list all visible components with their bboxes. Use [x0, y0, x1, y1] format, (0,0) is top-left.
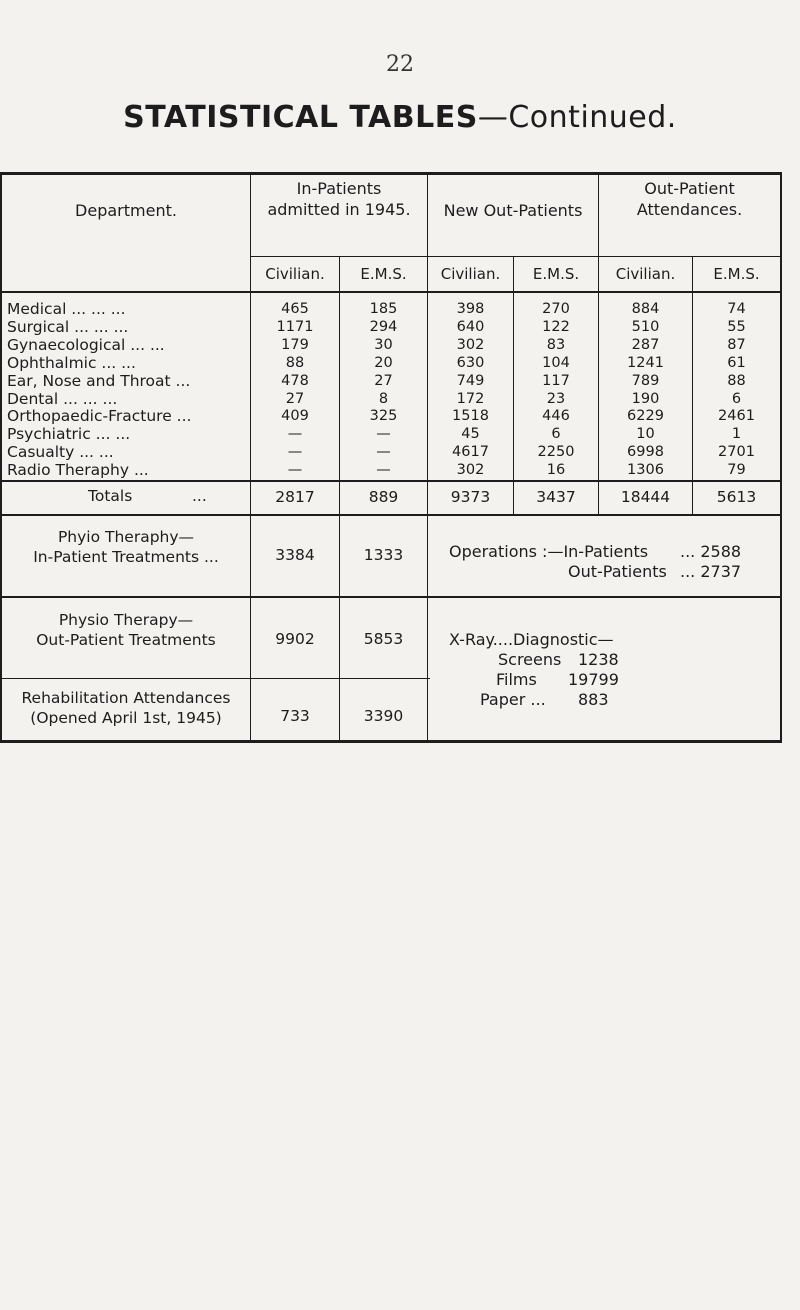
table-cell: 409	[281, 408, 309, 425]
table-cell: 88	[285, 354, 305, 371]
table-cell: 185	[369, 301, 398, 317]
table-cell: 4617	[452, 444, 489, 461]
table-cell: 27	[285, 390, 305, 407]
table-cell: 23	[546, 390, 566, 407]
table-cell: 398	[456, 301, 485, 317]
table-cell: 61	[727, 354, 746, 371]
table-cell: 1241	[627, 354, 664, 371]
table-cell: —	[287, 444, 303, 461]
header-department: Department.	[75, 201, 177, 220]
table-cell: 302	[456, 336, 485, 353]
physio-ems: 5853	[363, 630, 404, 648]
header-inpatients-line2: admitted in 1945.	[267, 200, 411, 219]
table-cell: 55	[727, 318, 746, 335]
rehab-ems: 3390	[363, 707, 404, 725]
rule-totals-top	[0, 480, 782, 482]
phyio-label-line1: Phyio Theraphy—	[57, 528, 195, 546]
table-cell: 446	[542, 408, 570, 425]
totals-cell: 889	[368, 488, 399, 506]
physio-label-line1: Physio Therapy—	[58, 611, 194, 629]
table-cell: 87	[727, 336, 746, 353]
table-cell: 117	[542, 372, 570, 389]
row-label: Dental ... ... ...	[7, 389, 118, 408]
row-label: Ophthalmic ... ...	[7, 353, 136, 372]
rule-header-bottom	[0, 291, 782, 293]
table-cell: 287	[631, 336, 660, 353]
table-cell: 74	[727, 301, 746, 317]
table-cell: —	[376, 426, 391, 443]
table-cell: 122	[542, 318, 570, 335]
operations-outpatients-value: ... 2737	[680, 562, 742, 581]
rule-left	[0, 172, 2, 743]
table-cell: 1	[731, 426, 742, 443]
table-cell: 510	[631, 318, 660, 335]
rule-subheader	[250, 256, 782, 257]
totals-cell: 2817	[275, 488, 315, 506]
subheader-ems: E.M.S.	[360, 265, 407, 283]
paper-label: Paper ...	[480, 690, 546, 709]
operations-inpatients-value: ... 2588	[680, 542, 742, 561]
totals-cell: 18444	[620, 488, 671, 506]
table-cell: 88	[727, 372, 746, 389]
rule-top	[0, 172, 782, 175]
table-cell: 270	[542, 301, 570, 317]
phyio-label-line2: In-Patient Treatments ...	[33, 548, 219, 566]
header-new-outpatients: New Out-Patients	[443, 201, 583, 220]
table-cell: 325	[369, 408, 398, 425]
table-cell: 640	[456, 318, 485, 335]
header-outpatient-attendances	[599, 178, 780, 220]
totals-cell: 3437	[536, 488, 576, 506]
subheader-civilian: Civilian.	[615, 265, 676, 283]
subheader-civilian: Civilian.	[440, 265, 501, 283]
header-inpatients-line1: In-Patients	[296, 179, 382, 198]
rule-phyio-bottom	[0, 596, 782, 598]
table-cell: —	[287, 426, 303, 443]
title-main: STATISTICAL TABLES	[123, 100, 478, 135]
table-cell: 179	[281, 336, 309, 353]
rehab-label-line1: Rehabilitation Attendances	[21, 689, 231, 707]
table-cell: 1171	[276, 318, 314, 335]
row-label: Medical ... ... ...	[7, 300, 126, 318]
row-label: Ear, Nose and Throat ...	[7, 371, 191, 390]
subheader-civilian: Civilian.	[265, 265, 325, 283]
table-cell: 172	[456, 390, 485, 407]
phyio-ems: 1333	[363, 546, 404, 564]
totals-label: Totals	[88, 487, 133, 505]
table-cell: 20	[374, 354, 393, 371]
table-cell: 630	[456, 354, 485, 371]
row-label: Casualty ... ...	[7, 443, 114, 462]
table-cell: —	[376, 462, 391, 479]
row-label: Orthopaedic-Fracture ...	[7, 407, 192, 426]
table-cell: 749	[456, 372, 485, 389]
table-cell: 10	[636, 426, 655, 443]
subheader-ems: E.M.S.	[713, 265, 760, 283]
rule-physio-bottom	[0, 678, 430, 679]
table-cell: 79	[727, 462, 746, 479]
subheader-ems: E.M.S.	[532, 265, 580, 283]
table-cell: 1306	[627, 462, 664, 479]
rehab-label	[2, 688, 250, 728]
row-label: Psychiatric ... ...	[7, 425, 131, 444]
table-cell: 2461	[718, 408, 755, 425]
films-value: 19799	[568, 670, 619, 689]
table-cell: 30	[374, 336, 393, 353]
xray-label: X-Ray....Diagnostic—	[449, 630, 614, 649]
screens-value: 1238	[578, 650, 619, 669]
paper-value: 883	[578, 690, 609, 709]
table-cell: 16	[546, 462, 566, 479]
table-cell: 884	[631, 301, 660, 317]
table-cell: 478	[281, 372, 309, 389]
table-cell: 104	[542, 354, 570, 371]
phyio-civilian: 3384	[275, 546, 315, 564]
table-cell: 6998	[627, 444, 664, 461]
table-cell: 6229	[627, 408, 664, 425]
table-cell: 45	[461, 426, 480, 443]
films-label: Films	[496, 670, 537, 689]
screens-label: Screens	[498, 650, 562, 669]
operations-outpatients-label: Out-Patients	[568, 562, 667, 581]
phyio-label	[2, 527, 250, 567]
page-number: 22	[386, 52, 414, 77]
row-label: Radio Theraphy ...	[7, 461, 149, 480]
table-cell: 294	[369, 318, 398, 335]
physio-civilian: 9902	[275, 630, 315, 648]
rehab-civilian: 733	[280, 707, 310, 725]
totals-cell: 9373	[450, 488, 491, 506]
rehab-label-line2: (Opened April 1st, 1945)	[30, 709, 222, 727]
table-cell: 789	[631, 372, 660, 389]
title-continued: —Continued.	[477, 100, 677, 135]
table-cell: 1518	[452, 408, 489, 425]
table-cell: 27	[374, 372, 393, 389]
table-cell: 8	[378, 390, 389, 407]
header-out-line1: Out-Patient	[644, 179, 735, 198]
totals-cell: 5613	[716, 488, 757, 506]
operations-inpatients-label: Operations :—In-Patients	[449, 542, 649, 561]
table-cell: 302	[456, 462, 485, 479]
table-cell: 2701	[718, 444, 755, 461]
row-label: Surgical ... ... ...	[7, 317, 129, 336]
table-cell: 190	[631, 390, 660, 407]
header-out-line2: Attendances.	[636, 200, 743, 219]
rule-right	[780, 172, 782, 743]
table-cell: —	[376, 444, 391, 461]
physio-label	[2, 610, 250, 650]
physio-label-line2: Out-Patient Treatments	[36, 631, 216, 649]
table-cell: —	[287, 462, 303, 479]
table-cell: 6	[551, 426, 561, 443]
table-cell: 6	[731, 390, 742, 407]
table-cell: 465	[281, 301, 309, 317]
table-cell: 83	[546, 336, 566, 353]
row-label: Gynaecological ... ...	[7, 335, 165, 354]
table-cell: 2250	[537, 444, 575, 461]
rule-totals-bottom	[0, 514, 782, 516]
header-inpatients	[251, 178, 427, 220]
totals-dots: ...	[192, 487, 207, 505]
rule-bottom	[0, 740, 782, 743]
